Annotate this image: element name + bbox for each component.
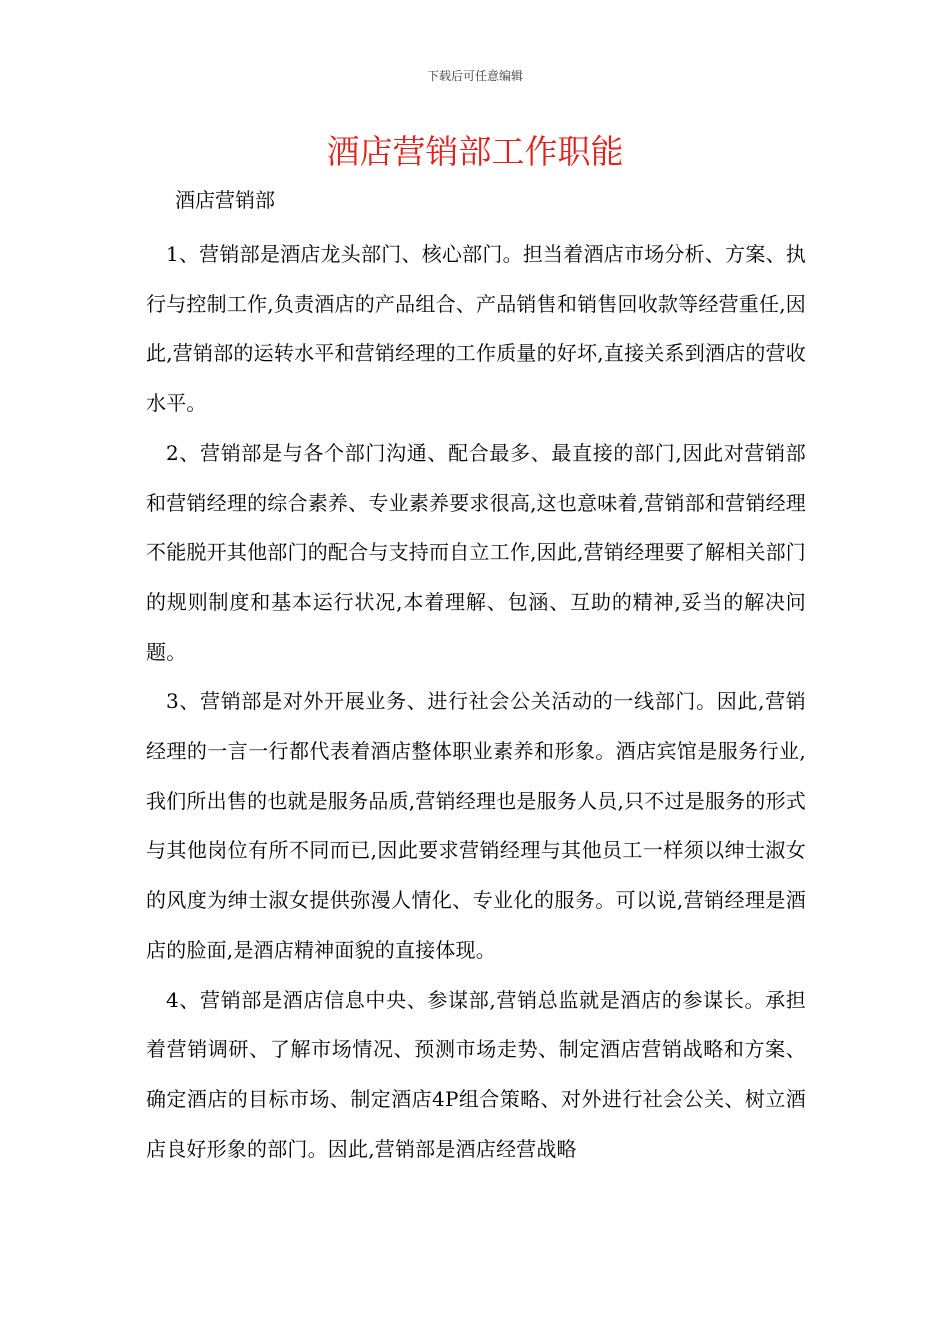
paragraph-3: 3、营销部是对外开展业务、进行社会公关活动的一线部门。因此,营销经理的一言一行都代表着酒店整体职业素养和形象。酒店宾馆是服务行业,我们所出售的也就是服务品质,营销经理也是服务人员,只不过是服务的形式与其他岗位有所不同而已,因此要求营销经理与其他员工一样须以绅士淑女的风度为绅士淑女提供弥漫人情化、专业化的服务。可以说,营销经理是酒店的脸面,是酒店精神面貌的直接体现。	[146, 689, 806, 962]
paragraph-4: 4、营销部是酒店信息中央、参谋部,营销总监就是酒店的参谋长。承担着营销调研、了解市场情况、预测市场走势、制定酒店营销战略和方案、确定酒店的目标市场、制定酒店4P组合策略、对外进行社会公关、树立酒店良好形象的部门。因此,营销部是酒店经营战略	[146, 987, 806, 1161]
document-title: 酒店营销部工作职能	[326, 132, 624, 171]
document-body	[146, 230, 806, 1174]
document-subtitle: 酒店营销部	[175, 188, 275, 212]
paragraph-1: 1、营销部是酒店龙头部门、核心部门。担当着酒店市场分析、方案、执行与控制工作,负责酒店的产品组合、产品销售和销售回收款等经营重任,因此,营销部的运转水平和营销经理的工作质量的好坏,直接关系到酒店的营收水平。	[146, 242, 806, 416]
paragraph-2: 2、营销部是与各个部门沟通、配合最多、最直接的部门,因此对营销部和营销经理的综合素养、专业素养要求很高,这也意味着,营销部和营销经理不能脱开其他部门的配合与支持而自立工作,因此,营销经理要了解相关部门的规则制度和基本运行状况,本着理解、包涵、互助的精神,妥当的解决问题。	[146, 440, 806, 664]
header-note: 下载后可任意编辑	[426, 69, 523, 83]
